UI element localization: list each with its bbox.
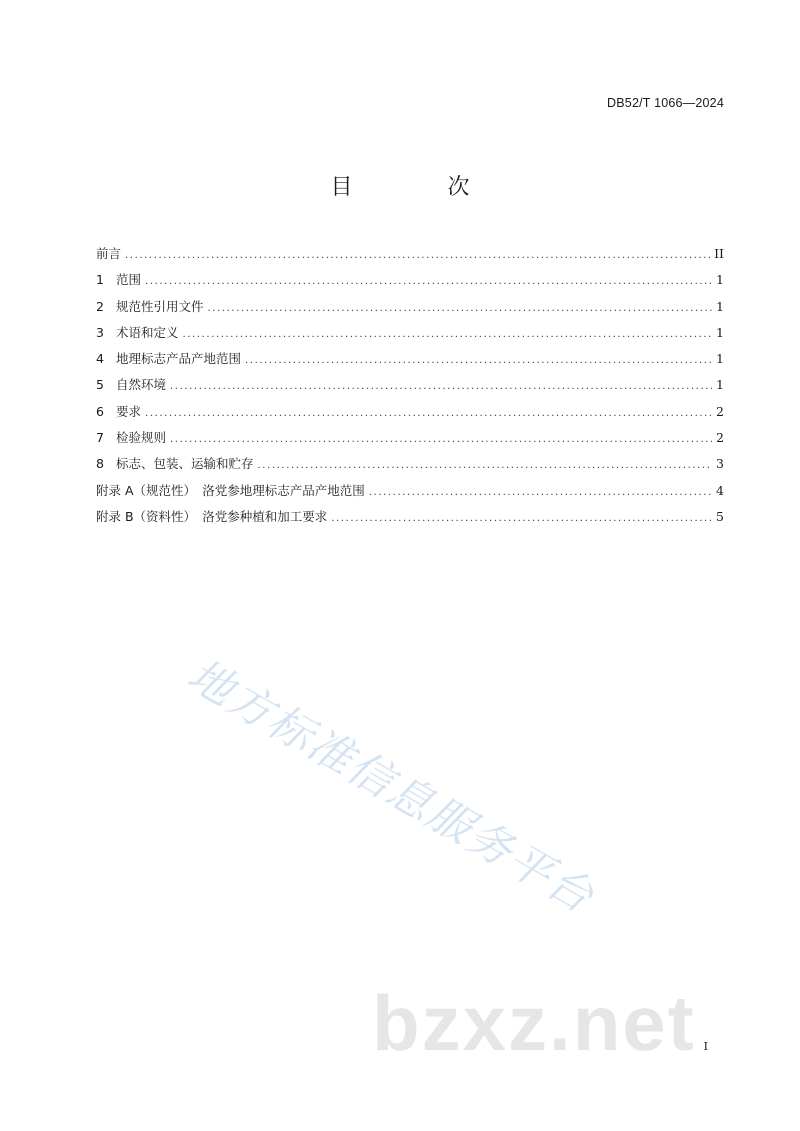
table-of-contents — [96, 244, 724, 533]
toc-entry-label: 检验规则 — [116, 430, 167, 446]
toc-entry-3[interactable] — [96, 323, 724, 349]
toc-entry-7[interactable] — [96, 428, 724, 454]
toc-entry-number: 4 — [96, 351, 104, 367]
toc-entry-label: 自然环境 — [116, 377, 167, 393]
toc-entry-4[interactable] — [96, 349, 724, 375]
toc-entry-page: 5 — [716, 508, 724, 524]
toc-entry-page: II — [714, 246, 724, 261]
toc-entry-number: 2 — [96, 298, 104, 314]
toc-entry-page: 1 — [716, 377, 724, 393]
toc-leader-dots — [258, 460, 713, 471]
toc-leader-dots — [145, 276, 712, 287]
toc-leader-dots — [245, 355, 712, 366]
toc-entry-page: 1 — [716, 351, 724, 367]
toc-leader-dots — [331, 513, 712, 524]
toc-leader-dots — [125, 250, 710, 261]
toc-entry-label: 范围 — [116, 272, 142, 288]
toc-leader-dots — [183, 329, 713, 340]
toc-entry-page: 2 — [716, 403, 724, 419]
toc-entry-appendix-a[interactable] — [96, 481, 724, 507]
toc-entry-label: 术语和定义 — [116, 324, 179, 340]
toc-entry-8[interactable] — [96, 454, 724, 480]
toc-entry-number: 7 — [96, 430, 104, 446]
toc-entry-foreword[interactable] — [96, 244, 724, 270]
toc-entry-page: 1 — [716, 272, 724, 288]
toc-entry-page: 1 — [716, 298, 724, 314]
page-number: I — [703, 1040, 708, 1053]
toc-entry-label: 标志、包装、运输和贮存 — [116, 456, 254, 472]
toc-entry-appendix-b[interactable] — [96, 507, 724, 533]
document-id: DB52/T 1066—2024 — [607, 96, 724, 110]
toc-entry-2[interactable] — [96, 297, 724, 323]
toc-entry-page: 1 — [716, 324, 724, 340]
toc-entry-number: 5 — [96, 377, 104, 393]
page-title: 目 次 — [330, 175, 514, 200]
toc-entry-1[interactable] — [96, 270, 724, 296]
toc-entry-label: 附录 A（规范性） 洛党参地理标志产品产地范围 — [96, 482, 365, 498]
toc-entry-6[interactable] — [96, 402, 724, 428]
watermark-text: 地方标准信息服务平台 — [179, 649, 603, 924]
toc-entry-page: 3 — [716, 456, 724, 472]
toc-entry-number: 6 — [96, 403, 104, 419]
toc-entry-number: 8 — [96, 456, 104, 472]
toc-leader-dots — [145, 408, 712, 419]
toc-leader-dots — [170, 381, 712, 392]
toc-entry-label: 规范性引用文件 — [116, 298, 204, 314]
toc-entry-label: 附录 B（资料性） 洛党参种植和加工要求 — [96, 508, 328, 524]
toc-leader-dots — [208, 303, 713, 314]
watermark-logo: bzxz.net — [372, 979, 696, 1067]
toc-entry-label: 要求 — [116, 403, 142, 419]
toc-entry-number: 3 — [96, 324, 104, 340]
toc-leader-dots — [170, 434, 712, 445]
toc-entry-page: 4 — [716, 482, 724, 498]
toc-entry-label: 前言 — [96, 246, 122, 261]
toc-entry-label: 地理标志产品产地范围 — [116, 351, 242, 367]
toc-entry-number: 1 — [96, 272, 104, 288]
toc-entry-page: 2 — [716, 430, 724, 446]
toc-leader-dots — [369, 487, 712, 498]
toc-entry-5[interactable] — [96, 375, 724, 401]
